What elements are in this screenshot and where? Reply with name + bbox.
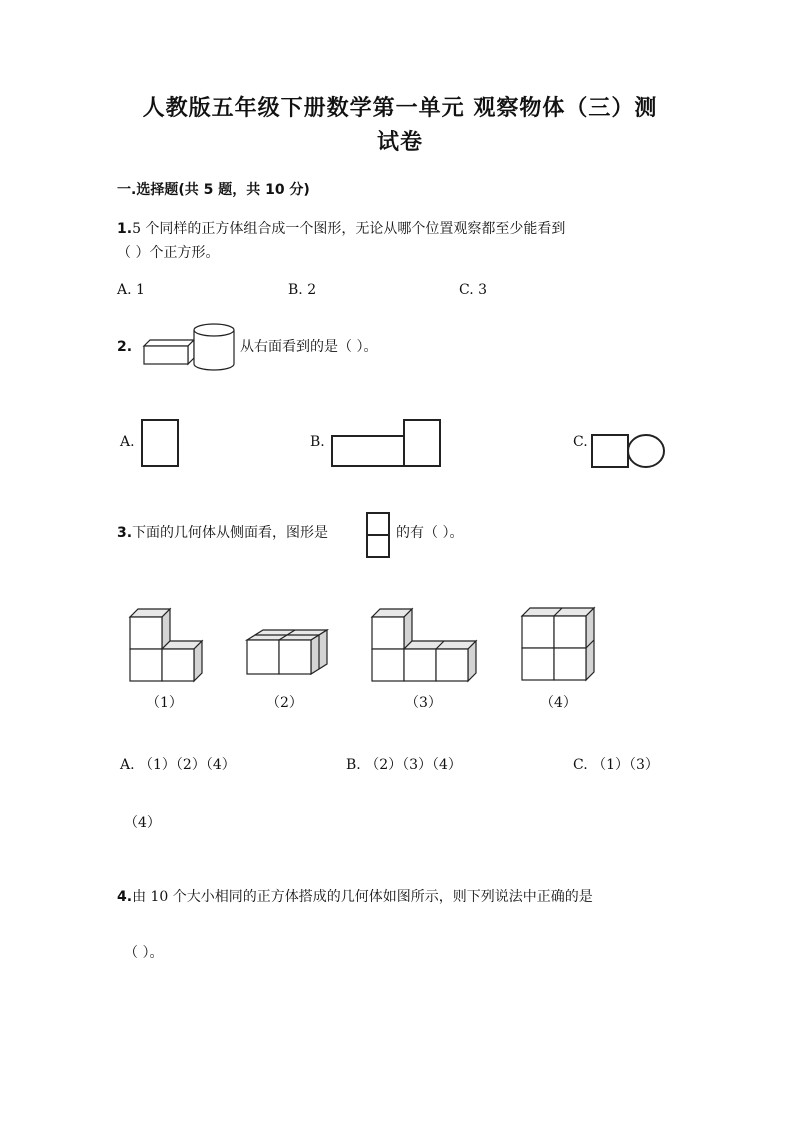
q2-option-c-figure[interactable] [590, 432, 670, 470]
figure-3-label: （3） [405, 695, 442, 711]
figure-1-label: （1） [146, 695, 183, 711]
question-1-line-2: （ ）个正方形。 [117, 245, 220, 261]
q2-option-a-figure[interactable] [140, 418, 182, 470]
q2-option-c-label[interactable]: C. [573, 434, 588, 450]
figure-3-cubes [370, 605, 485, 685]
figure-4-cubes [520, 604, 604, 684]
side-view-two-squares-icon [365, 511, 391, 559]
title-line-1: 人教版五年级下册数学第一单元 观察物体（三）测 [142, 96, 658, 121]
question-1 [117, 216, 565, 242]
figure-2-label: （2） [266, 695, 303, 711]
q2-option-b-label[interactable]: B. [310, 434, 325, 450]
q1-option-a[interactable]: A. 1 [117, 282, 145, 298]
question-4 [117, 884, 593, 910]
q3-option-b[interactable]: B. （2）（3）（4） [346, 757, 462, 773]
q3-option-a[interactable]: A. （1）（2）（4） [120, 757, 236, 773]
question-number: 1. [117, 221, 133, 237]
title-line-2: 试卷 [376, 130, 423, 155]
question-text-line-1: 由 10 个大小相同的正方体搭成的几何体如图所示，则下列说法中正确的是 [132, 889, 593, 905]
figure-2-cubes [245, 628, 335, 684]
q3-option-c-wrap[interactable]: （4） [124, 815, 161, 831]
q1-option-b[interactable]: B. 2 [288, 282, 317, 298]
question-number: 3. [117, 525, 133, 541]
q3-option-c[interactable]: C. （1）（3） [573, 757, 659, 773]
question-number: 4. [117, 889, 133, 905]
q1-option-c[interactable]: C. 3 [459, 282, 488, 298]
question-2-text: 从右面看到的是（ ）。 [240, 339, 378, 355]
question-2-number: 2. [117, 339, 133, 355]
q2-option-a-label[interactable]: A. [120, 434, 135, 450]
question-3-text-before: 3.下面的几何体从侧面看，图形是 [117, 525, 329, 541]
section-heading: 一.选择题(共 5 题，共 10 分) [117, 182, 310, 198]
figure-1-cubes [128, 605, 208, 685]
figure-4-label: （4） [540, 695, 577, 711]
question-4-line-2: （ ）。 [124, 945, 164, 961]
cuboid-and-cylinder-figure [140, 320, 240, 376]
question-text-line-1: 5 个同样的正方体组合成一个图形，无论从哪个位置观察都至少能看到 [132, 221, 566, 237]
q2-option-b-figure[interactable] [330, 418, 444, 470]
page-title [110, 92, 690, 160]
question-3-text-after: 的有（ ）。 [396, 525, 464, 541]
